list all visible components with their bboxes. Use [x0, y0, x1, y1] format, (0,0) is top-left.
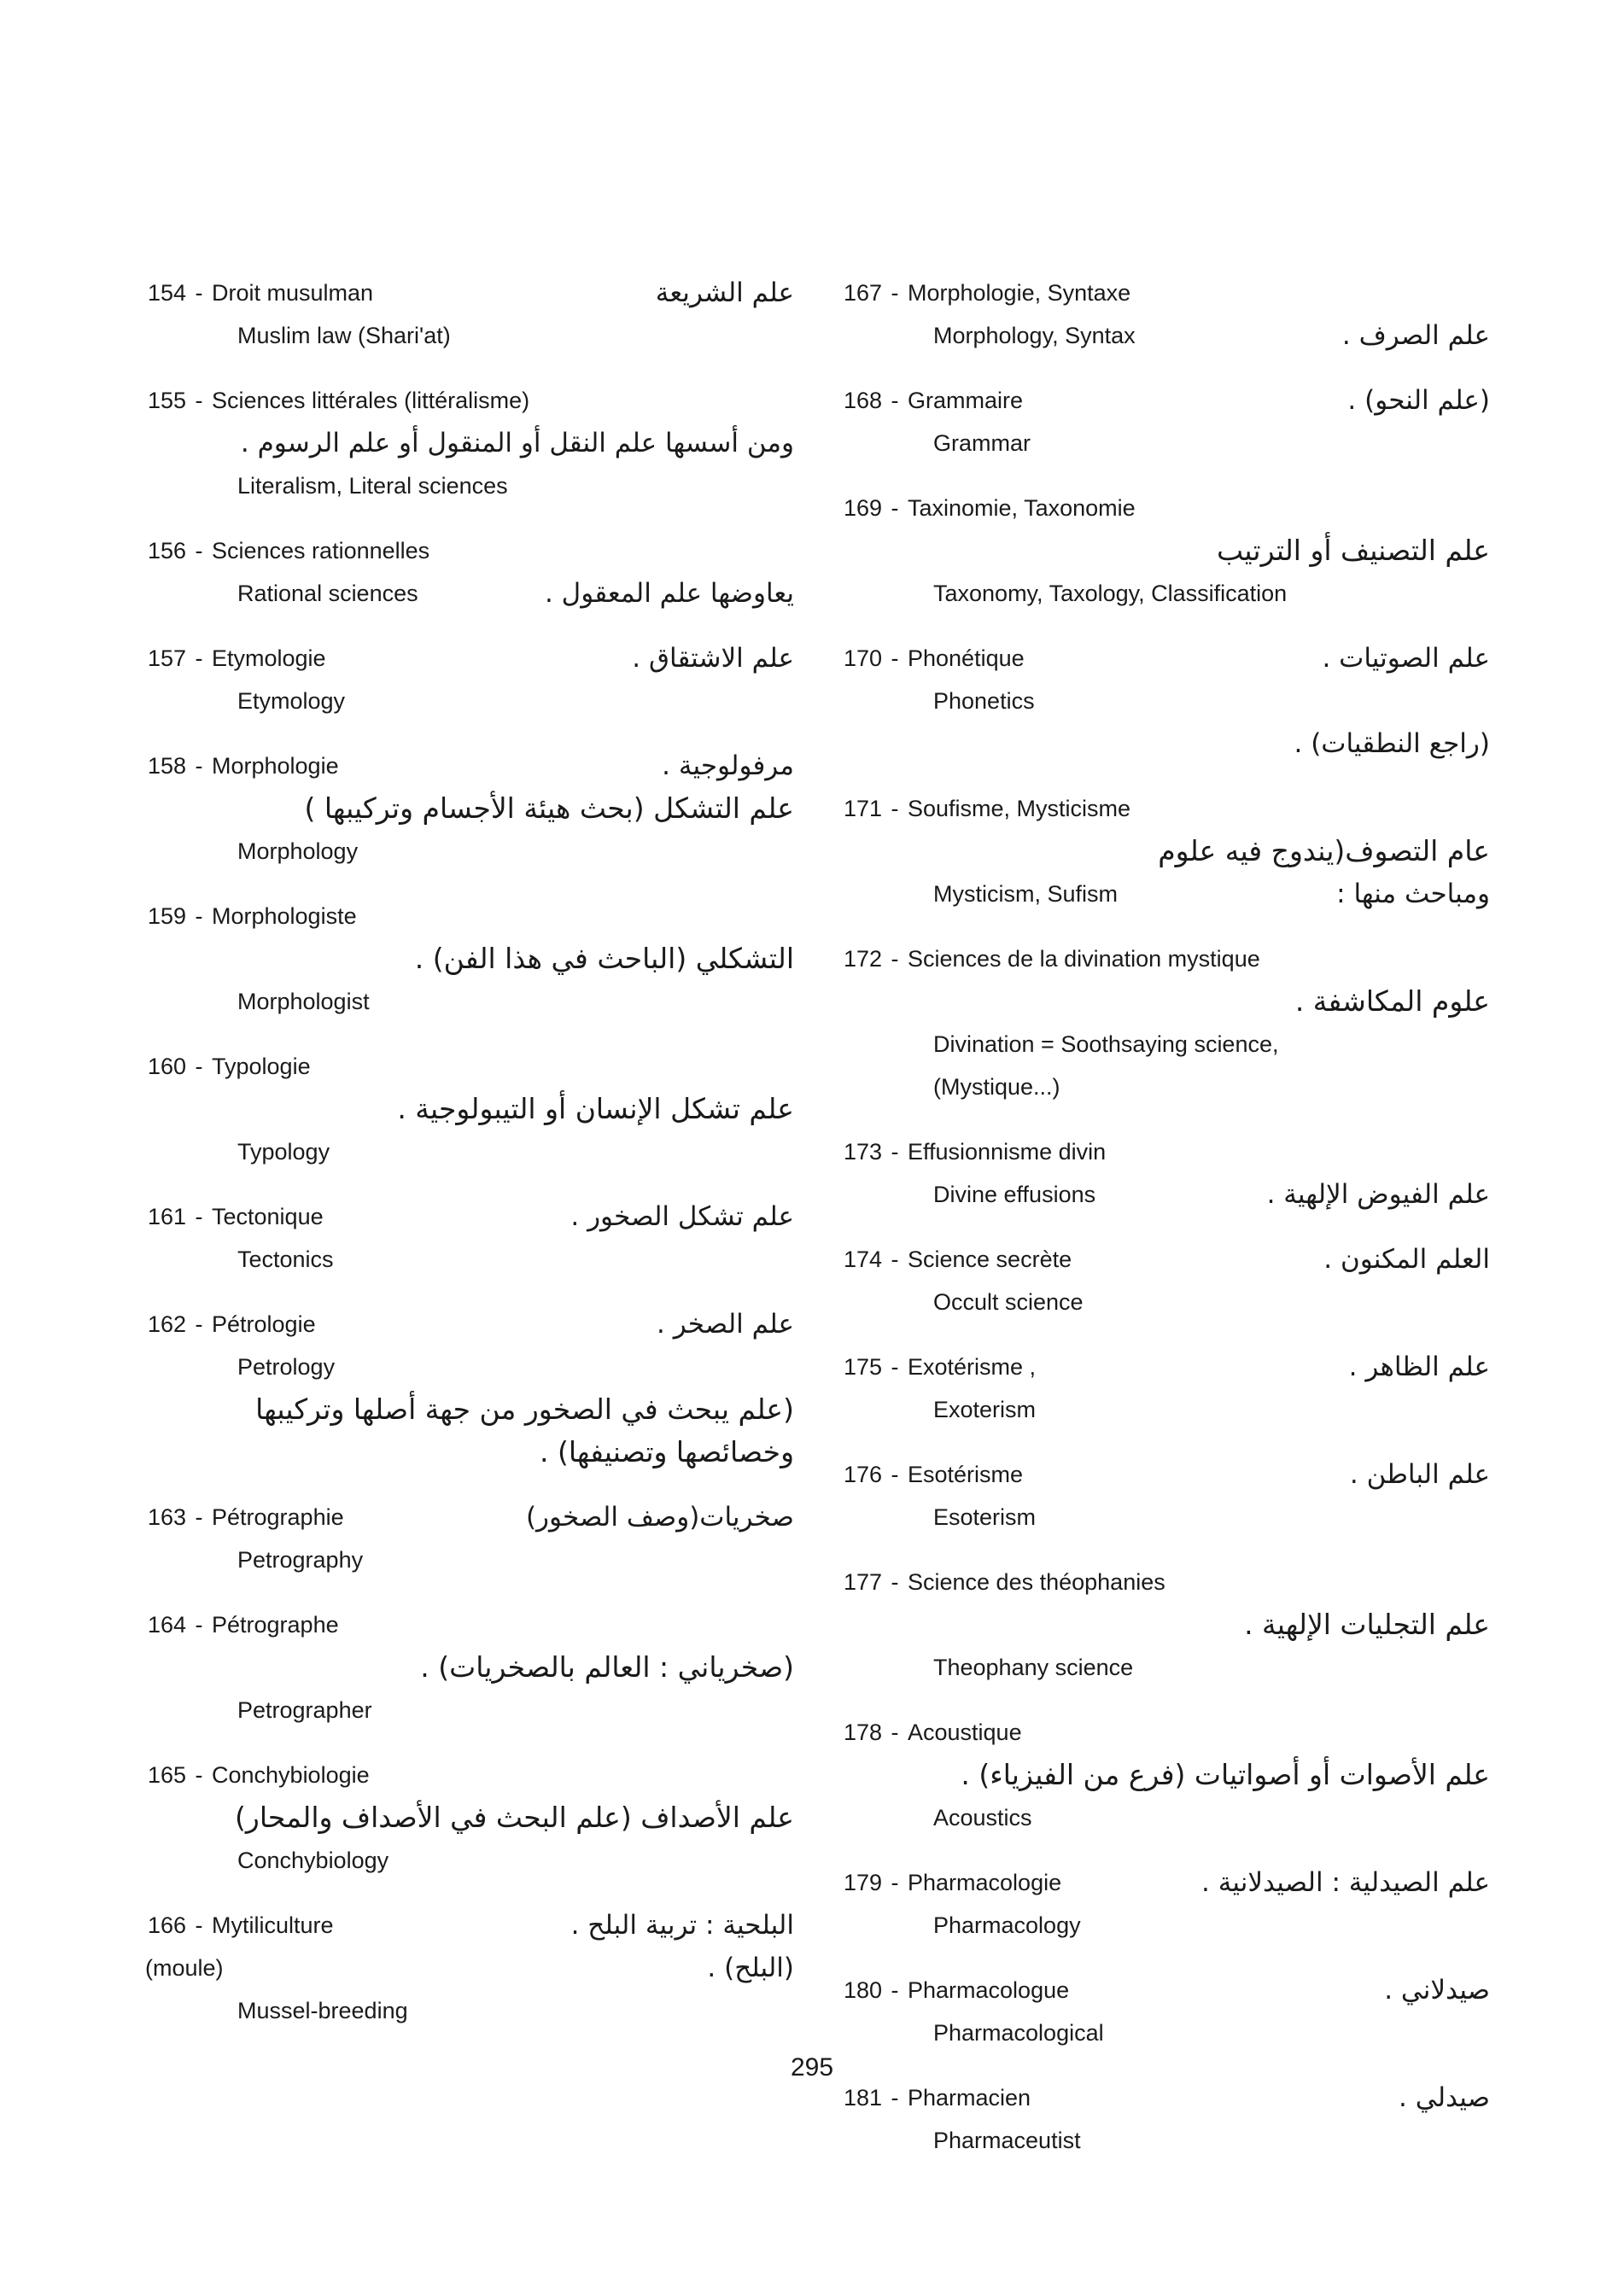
entry-number: 163 [147, 1504, 186, 1530]
entry-term-ar: علم الصيدلية : الصيدلانية . [1201, 1867, 1490, 1898]
entry-159: 159 - Morphologiste التشكلي (الباحث في هذا الفن) . Morphologist [145, 895, 794, 1023]
entry-term-en: Conchybiology [237, 1848, 389, 1873]
entry-term-ar: علم الأصداف (علم البحث في الأصداف والمحار) [235, 1801, 794, 1834]
entry-number: 178 [843, 1720, 882, 1745]
entry-number: 159 [147, 903, 186, 929]
entry-term-fr: Acoustique [908, 1720, 1022, 1745]
entry-term-fr: Etymologie [212, 645, 326, 671]
entry-term-en: Pharmacological [933, 2020, 1104, 2046]
entry-177: 177 - Science des théophanies علم التجليات الإلهية . Theophany science [841, 1561, 1490, 1689]
entry-term-en: Phonetics [933, 688, 1035, 714]
entry-number: 154 [147, 280, 186, 306]
entry-term-ar: يعاوضها علم المعقول . [544, 578, 794, 609]
entry-term-en: Acoustics [933, 1805, 1032, 1830]
entry-169: 169 - Taxinomie, Taxonomie علم التصنيف أو الترتيب Taxonomy, Taxology, Classification [841, 487, 1490, 615]
entry-term-fr: Grammaire [908, 388, 1024, 413]
entry-term-ar: صخريات(وصف الصخور) [525, 1502, 794, 1533]
entry-number: 174 [843, 1247, 882, 1272]
entry-term-fr: Typologie [212, 1054, 311, 1079]
entry-term-ar: البلحية : تربية البلح . [570, 1910, 794, 1941]
entry-term-ar-description-cont: وخصائصها وتصنيفها) . [539, 1435, 794, 1468]
entry-term-ar: علم الشريعة [655, 277, 794, 308]
entry-term-fr: Exotérisme , [908, 1354, 1037, 1380]
entry-term-fr: Conchybiologie [212, 1762, 370, 1788]
entry-term-ar-cont: (البلح) . [707, 1953, 794, 1983]
entry-term-en: Morphology, Syntax [933, 323, 1136, 348]
entry-term-en: Petrology [237, 1354, 336, 1380]
entry-168: 168 - Grammaire (علم النحو) . Grammar [841, 379, 1490, 464]
entry-term-en: Morphology [237, 838, 359, 864]
entry-term-ar-description: (علم يبحث في الصخور من جهة أصلها وتركيبها [255, 1393, 794, 1426]
entry-160: 160 - Typologie علم تشكل الإنسان أو التيبولوجية . Typology [145, 1045, 794, 1173]
entry-term-ar: صيدلاني . [1384, 1975, 1490, 2006]
entry-167: 167 - Morphologie, Syntaxe Morphology, Syntax علم الصرف . [841, 272, 1490, 357]
entry-number: 175 [843, 1354, 882, 1380]
entry-term-fr: Pétrographe [212, 1612, 339, 1638]
entry-term-en: Mussel-breeding [237, 1998, 408, 2023]
entry-term-ar: مرفولوجية . [662, 750, 794, 781]
entry-term-ar: علم الظاهر . [1348, 1352, 1490, 1382]
entry-number: 176 [843, 1462, 882, 1487]
entry-term-ar: (صخرياني : العالم بالصخريات) . [420, 1650, 794, 1684]
entry-term-en: Typology [237, 1139, 330, 1165]
entry-term-fr: Sciences de la divination mystique [908, 946, 1260, 972]
entry-term-fr: Pétrologie [212, 1311, 316, 1337]
entry-number: 181 [843, 2085, 882, 2111]
entry-number: 169 [843, 495, 882, 521]
entry-term-en-cont: (Mystique...) [933, 1074, 1060, 1100]
entry-161: 161 - Tectonique علم تشكل الصخور . Tectonics [145, 1195, 794, 1281]
entry-term-fr: Pharmacologue [908, 1977, 1070, 2003]
entry-term-en: Divine effusions [933, 1182, 1096, 1207]
entry-number: 167 [843, 280, 882, 306]
entry-term-ar: (علم النحو) . [1347, 385, 1490, 416]
entry-163: 163 - Pétrographie صخريات(وصف الصخور) Petrography [145, 1496, 794, 1581]
entry-term-ar: علوم المكاشفة . [1294, 984, 1490, 1018]
entry-term-en: Grammar [933, 430, 1031, 456]
entry-term-fr: Morphologiste [212, 903, 357, 929]
entry-158: 158 - Morphologie مرفولوجية . علم التشكل (بحث هيئة الأجسام وتركيبها ) Morphology [145, 744, 794, 873]
entry-term-ar: علم التجليات الإلهية . [1244, 1608, 1490, 1641]
entry-term-ar: صيدلي . [1399, 2082, 1490, 2113]
entry-term-en: Theophany science [933, 1655, 1134, 1680]
entry-term-fr: Phonétique [908, 645, 1025, 671]
entry-154: 154 - Droit musulman علم الشريعة Muslim law (Shari'at) [145, 272, 794, 357]
entry-number: 179 [843, 1870, 882, 1895]
entry-178: 178 - Acoustique علم الأصوات أو أصواتيات (فرع من الفيزياء) . Acoustics [841, 1711, 1490, 1839]
entry-165: 165 - Conchybiologie علم الأصداف (علم البحث في الأصداف والمحار) Conchybiology [145, 1754, 794, 1882]
entry-term-fr: Sciences littérales (littéralisme) [212, 388, 530, 413]
entry-term-ar: علم تشكل الصخور . [570, 1201, 794, 1232]
entry-174: 174 - Science secrète العلم المكنون . Occult science [841, 1238, 1490, 1323]
entry-number: 155 [147, 388, 186, 413]
entry-number: 180 [843, 1977, 882, 2003]
entry-number: 166 [147, 1912, 186, 1938]
right-column [841, 272, 1490, 2184]
entry-term-fr: Science secrète [908, 1247, 1072, 1272]
entry-term-fr: Pétrographie [212, 1504, 344, 1530]
entry-166: 166 - Mytiliculture البلحية : تربية البلح . (moule) (البلح) . Mussel-breeding [145, 1904, 794, 2032]
entry-term-ar: علم الفيوض الإلهية . [1266, 1179, 1490, 1210]
entry-156: 156 - Sciences rationnelles Rational sciences يعاوضها علم المعقول . [145, 529, 794, 615]
entry-172: 172 - Sciences de la divination mystique علوم المكاشفة . Divination = Soothsaying science, (Mystique...) [841, 937, 1490, 1108]
entry-number: 173 [843, 1139, 882, 1165]
entry-term-en: Etymology [237, 688, 346, 714]
entry-number: 156 [147, 538, 186, 563]
entry-term-en: Taxonomy, Taxology, Classification [933, 581, 1288, 606]
entry-164: 164 - Pétrographe (صخرياني : العالم بالصخريات) . Petrographer [145, 1603, 794, 1731]
entry-181: 181 - Pharmacien صيدلي . Pharmaceutist [841, 2076, 1490, 2162]
entry-note: (moule) [145, 1955, 224, 1981]
entry-number: 172 [843, 946, 882, 972]
entry-number: 161 [147, 1204, 186, 1229]
entry-number: 158 [147, 753, 186, 779]
entry-term-fr: Esotérisme [908, 1462, 1024, 1487]
entry-term-ar: العلم المكنون . [1323, 1244, 1490, 1275]
entry-term-ar: علم الصخر . [656, 1309, 794, 1340]
entry-term-en: Rational sciences [237, 581, 418, 606]
entry-number: 168 [843, 388, 882, 413]
entry-term-en: Petrographer [237, 1697, 372, 1723]
entry-term-en: Divination = Soothsaying science, [933, 1031, 1279, 1057]
entry-term-ar: علم الباطن . [1349, 1459, 1490, 1490]
entry-number: 162 [147, 1311, 186, 1337]
entry-cross-reference: (راجع النطقيات) . [1294, 728, 1490, 759]
entry-180: 180 - Pharmacologue صيدلاني . Pharmacological [841, 1969, 1490, 2054]
entry-term-ar: علم الاشتقاق . [632, 643, 794, 674]
entry-number: 160 [147, 1054, 186, 1079]
entry-term-ar: عام التصوف(يندوج فيه علوم [1158, 834, 1490, 867]
entry-term-fr: Soufisme, Mysticisme [908, 796, 1131, 821]
entry-term-ar: ومن أسسها علم النقل أو المنقول أو علم الرسوم . [240, 428, 794, 458]
entry-term-fr: Effusionnisme divin [908, 1139, 1107, 1165]
entry-term-en: Morphologist [237, 989, 370, 1014]
entry-155: 155 - Sciences littérales (littéralisme) ومن أسسها علم النقل أو المنقول أو علم الرسوم . Literalism, Literal sciences [145, 379, 794, 507]
entry-162: 162 - Pétrologie علم الصخر . Petrology (علم يبحث في الصخور من جهة أصلها وتركيبها وخصائصها وتصنيفها) . [145, 1303, 794, 1474]
entry-term-ar-cont: ومباحث منها : [1336, 879, 1490, 909]
entry-term-fr: Morphologie, Syntaxe [908, 280, 1131, 306]
entry-term-fr: Taxinomie, Taxonomie [908, 495, 1136, 521]
entry-term-ar: علم الصرف . [1341, 320, 1490, 351]
entry-173: 173 - Effusionnisme divin Divine effusions علم الفيوض الإلهية . [841, 1130, 1490, 1216]
entry-term-en: Exoterism [933, 1397, 1037, 1422]
entry-term-fr: Science des théophanies [908, 1569, 1165, 1595]
left-column [145, 272, 794, 2054]
entry-number: 177 [843, 1569, 882, 1595]
entry-term-fr: Mytiliculture [212, 1912, 334, 1938]
entry-term-fr: Droit musulman [212, 280, 374, 306]
entry-term-fr: Morphologie [212, 753, 339, 779]
entry-term-en: Tectonics [237, 1247, 334, 1272]
entry-175: 175 - Exotérisme , علم الظاهر . Exoterism [841, 1346, 1490, 1431]
entry-term-ar: علم تشكل الإنسان أو التيبولوجية . [397, 1092, 794, 1125]
page-number: 295 [790, 2053, 834, 2082]
entry-number: 170 [843, 645, 882, 671]
entry-term-en: Pharmacology [933, 1912, 1081, 1938]
entry-term-en: Pharmaceutist [933, 2128, 1081, 2153]
entry-term-ar-description: علم التشكل (بحث هيئة الأجسام وتركيبها ) [304, 791, 794, 825]
entry-170: 170 - Phonétique علم الصوتيات . Phonetics (راجع النطقيات) . [841, 637, 1490, 765]
entry-term-fr: Tectonique [212, 1204, 324, 1229]
entry-term-fr: Pharmacien [908, 2085, 1031, 2111]
entry-term-en: Occult science [933, 1289, 1084, 1315]
entry-number: 171 [843, 796, 882, 821]
entry-term-ar: التشكلي (الباحث في هذا الفن) . [414, 942, 794, 975]
entry-176: 176 - Esotérisme علم الباطن . Esoterism [841, 1453, 1490, 1539]
entry-term-en: Literalism, Literal sciences [237, 473, 508, 499]
entry-term-ar: علم الصوتيات . [1322, 643, 1490, 674]
entry-term-ar: علم الأصوات أو أصواتيات (فرع من الفيزياء) . [961, 1758, 1490, 1791]
entry-term-ar: علم التصنيف أو الترتيب [1217, 534, 1490, 567]
entry-157: 157 - Etymologie علم الاشتقاق . Etymology [145, 637, 794, 722]
entry-term-en: Mysticism, Sufism [933, 881, 1118, 907]
entry-term-en: Esoterism [933, 1504, 1037, 1530]
entry-179: 179 - Pharmacologie علم الصيدلية : الصيدلانية . Pharmacology [841, 1861, 1490, 1947]
entry-number: 157 [147, 645, 186, 671]
entry-number: 164 [147, 1612, 186, 1638]
entry-171: 171 - Soufisme, Mysticisme عام التصوف(يندوج فيه علوم Mysticism, Sufism ومباحث منها : [841, 787, 1490, 915]
entry-term-fr: Pharmacologie [908, 1870, 1062, 1895]
entry-term-en: Petrography [237, 1547, 364, 1573]
entry-term-fr: Sciences rationnelles [212, 538, 430, 563]
entry-number: 165 [147, 1762, 186, 1788]
entry-term-en: Muslim law (Shari'at) [237, 323, 451, 348]
